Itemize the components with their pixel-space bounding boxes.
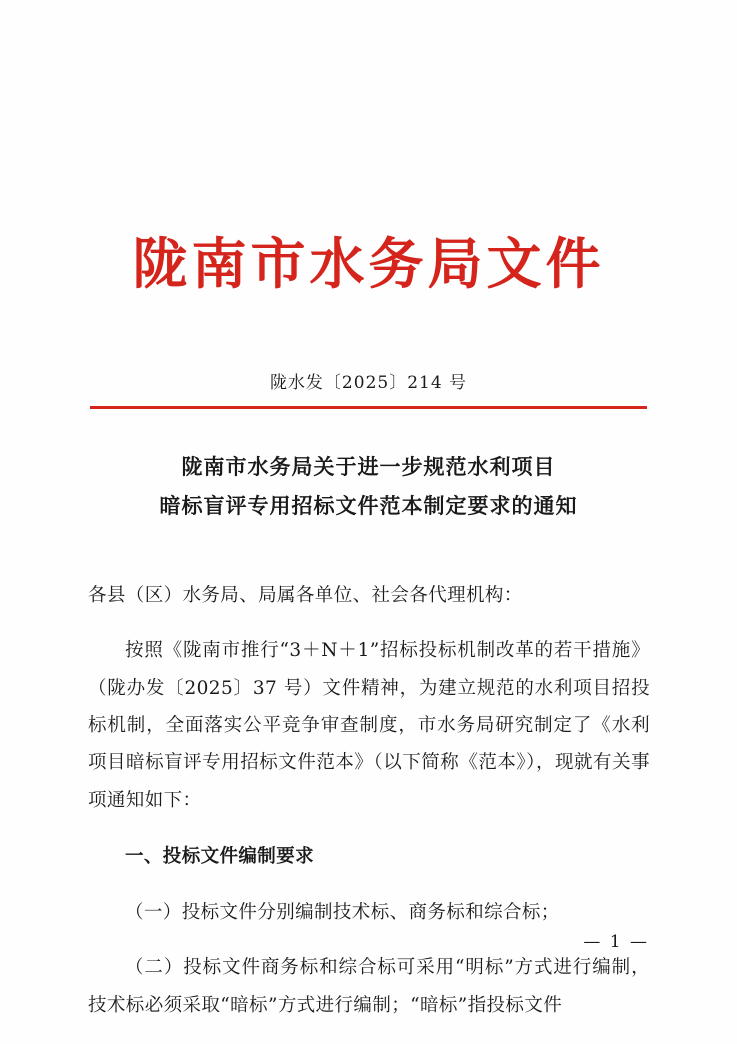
paragraph-section-one: 一、投标文件编制要求 xyxy=(125,845,315,867)
paragraph-item-2: （二）投标文件商务标和综合标可采用“明标”方式进行编制，技术标必须采取“暗标”方式进行编制；“暗标”指投标文件 xyxy=(88,957,650,1016)
document-header xyxy=(0,232,737,295)
paragraph-intro: 按照《陇南市推行“3＋N＋1”招标投标机制改革的若干措施》（陇办发〔2025〕37 号）文件精神，为建立规范的水利项目招投标机制，全面落实公平竞争审查制度，市水务局研究制定了《水利项目暗标盲评专用招标文件范本》（以下简称《范本》），现就有关事项通知如下： xyxy=(88,640,650,811)
document-subject xyxy=(90,448,647,526)
paragraph-item-1: （一）投标文件分别编制技术标、商务标和综合标； xyxy=(125,901,560,923)
document-number: 陇水发〔2025〕214 号 xyxy=(269,373,468,393)
page-number: — 1 — xyxy=(583,932,649,952)
subject-line-2: 暗标盲评专用招标文件范本制定要求的通知 xyxy=(159,492,578,518)
subject-line-1: 陇南市水务局关于进一步规范水利项目 xyxy=(181,454,556,479)
document-body xyxy=(88,558,650,1043)
red-divider-rule xyxy=(90,406,647,409)
document-header-title: 陇南市水务局文件 xyxy=(132,231,605,296)
paragraph-salutation: 各县（区）水务局、局属各单位、社会各代理机构： xyxy=(88,584,523,606)
